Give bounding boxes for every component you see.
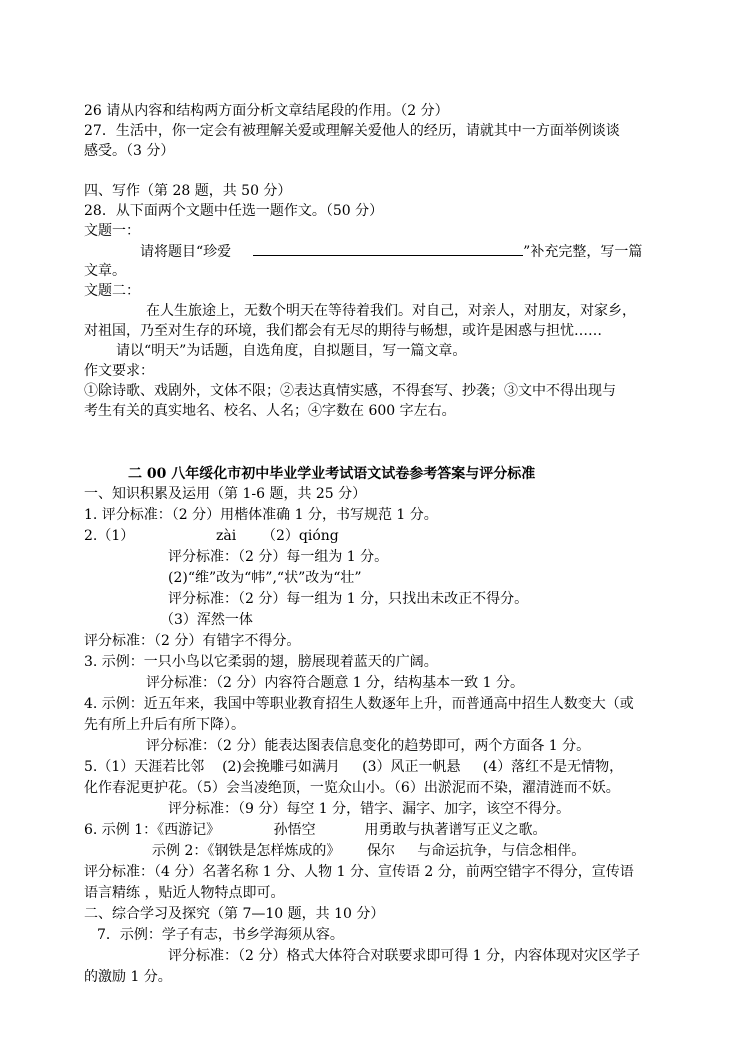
answer-2-scoring-2: 评分标准：（2 分）每一组为 1 分，只找出未改正不得分。 bbox=[168, 591, 529, 607]
answer-6-scoring-line-1: 评分标准：（4 分）名著名称 1 分、人物 1 分、宣传语 2 分，前两空错字不得分，宣传语 bbox=[84, 864, 634, 880]
requirements-label: 作文要求： bbox=[84, 363, 154, 379]
answer-6-example-1: 6. 示例 1：《西游记》 孙悟空 用勇敢与执著谱写正义之歌。 bbox=[84, 822, 547, 838]
topic-1-label: 文题一： bbox=[84, 223, 140, 239]
answer-2-correction: (2)“维”改为“帏”,“状”改为“壮” bbox=[168, 570, 362, 586]
question-28: 28．从下面两个文题中任选一题作文。（50 分） bbox=[84, 203, 384, 219]
pinyin-1: zài bbox=[216, 528, 237, 544]
answer-1: 1. 评分标准：（2 分）用楷体准确 1 分，书写规范 1 分。 bbox=[84, 507, 438, 523]
answer-7-example: 7．示例：学子有志，书乡学海须从容。 bbox=[97, 927, 344, 943]
topic-2-label: 文题二： bbox=[84, 283, 140, 299]
answer-4-line-1: 4. 示例：近五年来，我国中等职业教育招生人数逐年上升，而普通高中招生人数变大（或 bbox=[84, 696, 634, 712]
answer-4-scoring: 评分标准：（2 分）能表达图表信息变化的趋势即可，两个方面各 1 分。 bbox=[146, 738, 591, 754]
answer-2-scoring-3: 评分标准：（2 分）有错字不得分。 bbox=[84, 633, 301, 649]
topic-1-suffix: ”补充完整，写一篇 bbox=[523, 244, 643, 260]
answer-5-line-2: 化作春泥更护花。（5）会当凌绝顶，一览众山小。（6）出淤泥而不染，濯清涟而不妖。 bbox=[84, 780, 620, 796]
title-blank-line bbox=[253, 241, 523, 256]
answers-section-2-heading: 二、综合学习及探究（第 7—10 题，共 10 分） bbox=[84, 906, 385, 922]
answer-3-scoring: 评分标准：（2 分）内容符合题意 1 分，结构基本一致 1 分。 bbox=[146, 675, 524, 691]
answer-2-line-1 bbox=[84, 526, 339, 546]
topic-2-line-2: 对祖国，乃至对生存的环境，我们都会有无尽的期待与畅想，或许是困惑与担忧…… bbox=[84, 323, 602, 339]
answer-key-title: 二 00 八年绥化市初中毕业学业考试语文试卷参考答案与评分标准 bbox=[128, 466, 536, 482]
topic-2-line-3: 请以“明天”为话题，自选角度，自拟题目，写一篇文章。 bbox=[116, 343, 467, 359]
answers-section-1-heading: 一、知识积累及运用（第 1-6 题，共 25 分） bbox=[84, 486, 367, 502]
answer-5-line-1: 5.（1）天涯若比邻 (2)会挽雕弓如满月 (3）风正一帆悬 (4）落红不是无情物， bbox=[84, 759, 624, 775]
question-27-line-1: 27．生活中，你一定会有被理解关爱或理解关爱他人的经历，请就其中一方面举例谈谈 bbox=[84, 123, 620, 139]
answer-2-part-3: （3）浑然一体 bbox=[160, 612, 253, 628]
question-27-line-2: 感受。（3 分） bbox=[84, 143, 175, 159]
answer-2-scoring-1: 评分标准：（2 分）每一组为 1 分。 bbox=[168, 549, 389, 565]
answer-7-scoring-line-2: 的激励 1 分。 bbox=[84, 969, 172, 985]
topic-1-prefix: 请将题目“珍爱 bbox=[140, 244, 232, 260]
topic-1-end: 文章。 bbox=[84, 263, 126, 279]
answer-2-number: 2.（1） bbox=[84, 528, 135, 544]
requirements-line-1: ①除诗歌、戏剧外，文体不限；②表达真情实感，不得套写、抄袭；③文中不得出现与 bbox=[84, 383, 616, 399]
answer-3-example: 3. 示例：一只小鸟以它柔弱的翅，膀展现着蓝天的广阔。 bbox=[84, 654, 438, 670]
topic-1-prompt bbox=[140, 241, 642, 262]
answer-7-scoring-line-1: 评分标准：（2 分）格式大体符合对联要求即可得 1 分，内容体现对灾区学子 bbox=[168, 948, 641, 964]
topic-2-line-1: 在人生旅途上，无数个明天在等待着我们。对自己，对亲人，对朋友，对家乡， bbox=[146, 303, 636, 319]
requirements-line-2: 考生有关的真实地名、校名、人名；④字数在 600 字左右。 bbox=[84, 403, 456, 419]
pinyin-2: （2）qióng bbox=[262, 528, 339, 544]
answer-6-example-2: 示例 2：《钢铁是怎样炼成的》 保尔 与命运抗争，与信念相伴。 bbox=[152, 843, 586, 859]
question-26: 26 请从内容和结构两方面分析文章结尾段的作用。（2 分） bbox=[84, 103, 449, 119]
answer-5-scoring: 评分标准：（9 分）每空 1 分，错字、漏字、加字，该空不得分。 bbox=[168, 801, 571, 817]
writing-section-heading: 四、写作（第 28 题，共 50 分） bbox=[84, 183, 292, 199]
answer-4-line-2: 先有所上升后有所下降）。 bbox=[84, 717, 245, 733]
answer-6-scoring-line-2: 语言精练 ，贴近人物特点即可。 bbox=[84, 885, 285, 901]
